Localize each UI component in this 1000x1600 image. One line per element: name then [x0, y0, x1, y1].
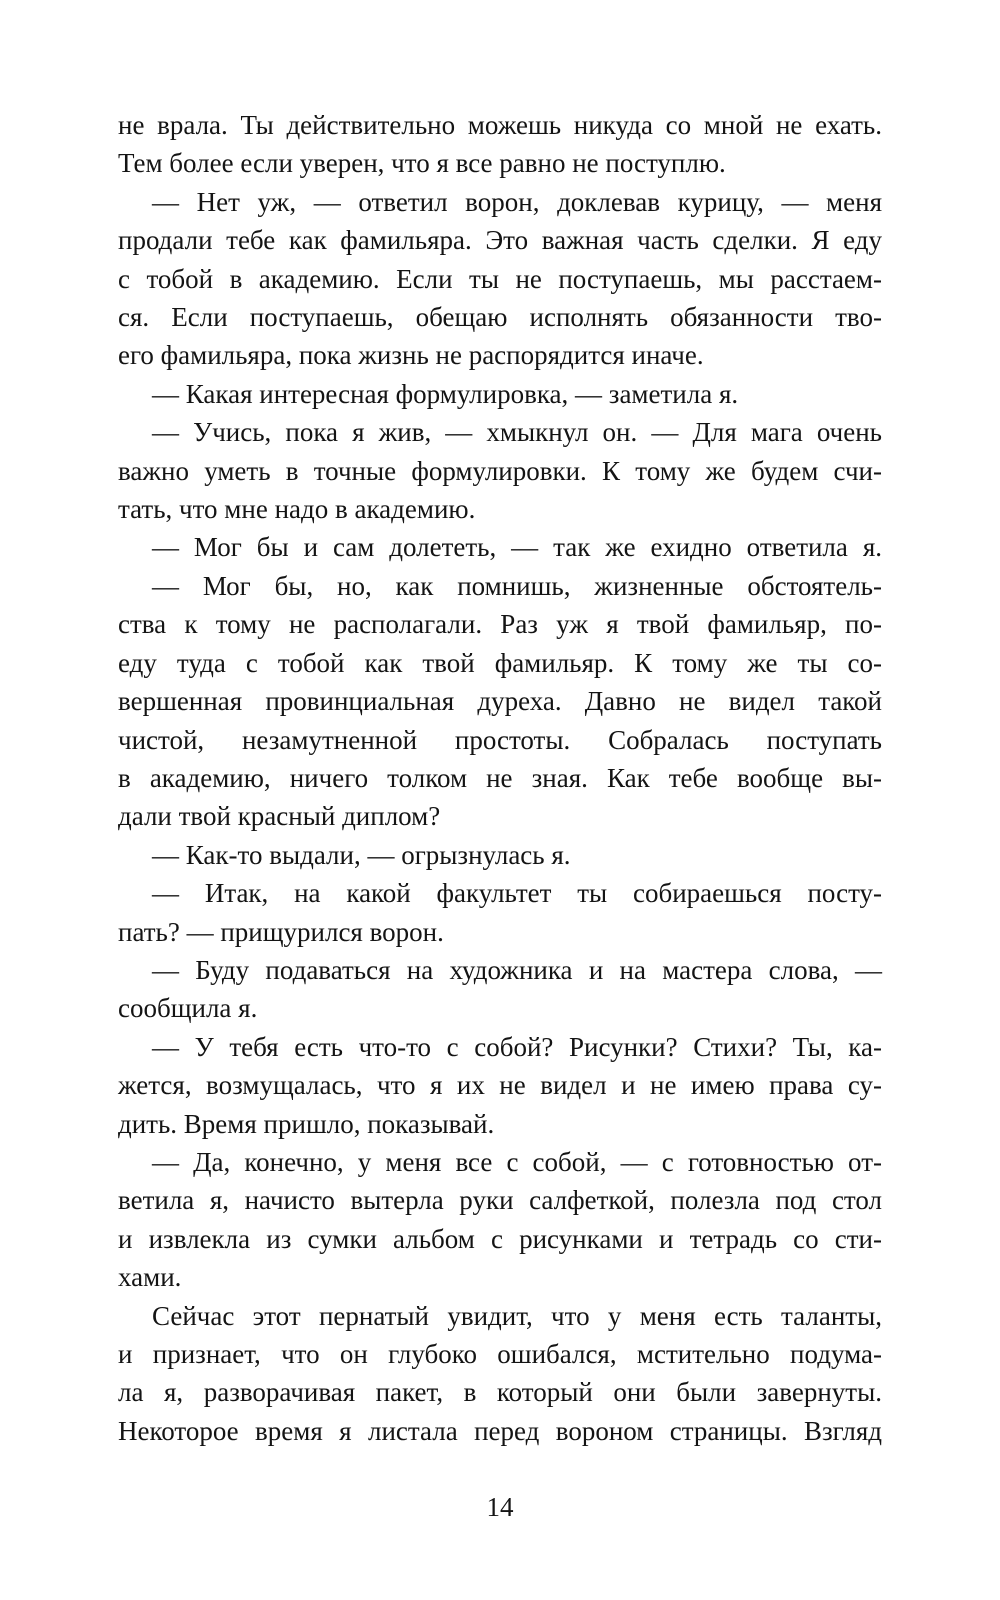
text-line: Тем более если уверен, что я все равно не поступлю. — [118, 148, 726, 179]
text-line: в академию, ничего толком не зная. Как тебе вообще вы- — [118, 762, 882, 793]
page-number: 14 — [486, 1492, 514, 1522]
text-line: сообщила я. — [118, 993, 258, 1024]
text-line: тать, что мне надо в академию. — [118, 494, 476, 525]
text-line: ся. Если поступаешь, обещаю исполнять обязанности тво- — [118, 302, 882, 333]
text-line: и извлекла из сумки альбом с рисунками и тетрадь со сти- — [118, 1223, 882, 1254]
text-line: — Нет уж, — ответил ворон, доклевав курицу, — меня — [152, 186, 882, 217]
text-line: жется, возмущалась, что я их не видел и не имею права су- — [118, 1070, 882, 1101]
text-line: пать? — прищурился ворон. — [118, 916, 444, 947]
text-line: дить. Время пришло, показывай. — [118, 1108, 495, 1139]
text-line: ла я, разворачивая пакет, в который они были завернуты. — [118, 1377, 882, 1408]
text-line: Некоторое время я листала перед вороном страницы. Взгляд — [118, 1415, 882, 1446]
text-line: ства к тому не располагали. Раз уж я твой фамильяр, по- — [118, 609, 882, 640]
text-line: — Буду подаваться на художника и на мастера слова, — — [152, 954, 882, 985]
text-line: еду туда с тобой как твой фамильяр. К тому же ты со- — [118, 647, 882, 678]
text-line: чистой, незамутненной простоты. Собралась поступать — [118, 724, 882, 755]
text-line: — Мог бы и сам долететь, — так же ехидно ответила я. — [152, 532, 882, 563]
text-line: дали твой красный диплом? — [118, 801, 441, 832]
text-line: — Да, конечно, у меня все с собой, — с готовностью от- — [152, 1146, 882, 1177]
text-line: Сейчас этот пернатый увидит, что у меня есть таланты, — [152, 1300, 882, 1331]
text-line: хами. — [118, 1262, 182, 1293]
text-line: ветила я, начисто вытерла руки салфеткой, полезла под стол — [118, 1185, 882, 1216]
text-line: — Как-то выдали, — огрызнулась я. — [152, 839, 571, 870]
text-line: продали тебе как фамильяра. Это важная часть сделки. Я еду — [118, 225, 882, 256]
text-line: — Мог бы, но, как помнишь, жизненные обстоятель- — [152, 570, 882, 601]
text-line: с тобой в академию. Если ты не поступаешь, мы расстаем- — [118, 263, 882, 294]
text-line: — У тебя есть что-то с собой? Рисунки? Стихи? Ты, ка- — [152, 1031, 882, 1062]
text-line: его фамильяра, пока жизнь не распорядится иначе. — [118, 340, 704, 371]
text-line: — Итак, на какой факультет ты собираешься посту- — [152, 878, 882, 909]
text-block — [118, 106, 882, 1450]
text-line: не врала. Ты действительно можешь никуда со мной не ехать. — [118, 110, 882, 140]
text-line: вершенная провинциальная дуреха. Давно не видел такой — [118, 686, 882, 717]
text-line: — Учись, пока я жив, — хмыкнул он. — Для мага очень — [152, 417, 882, 448]
text-line: важно уметь в точные формулировки. К тому же будем счи- — [118, 455, 882, 486]
text-line: и признает, что он глубоко ошибался, мстительно подума- — [118, 1339, 882, 1369]
text-line: — Какая интересная формулировка, — заметила я. — [152, 378, 739, 409]
